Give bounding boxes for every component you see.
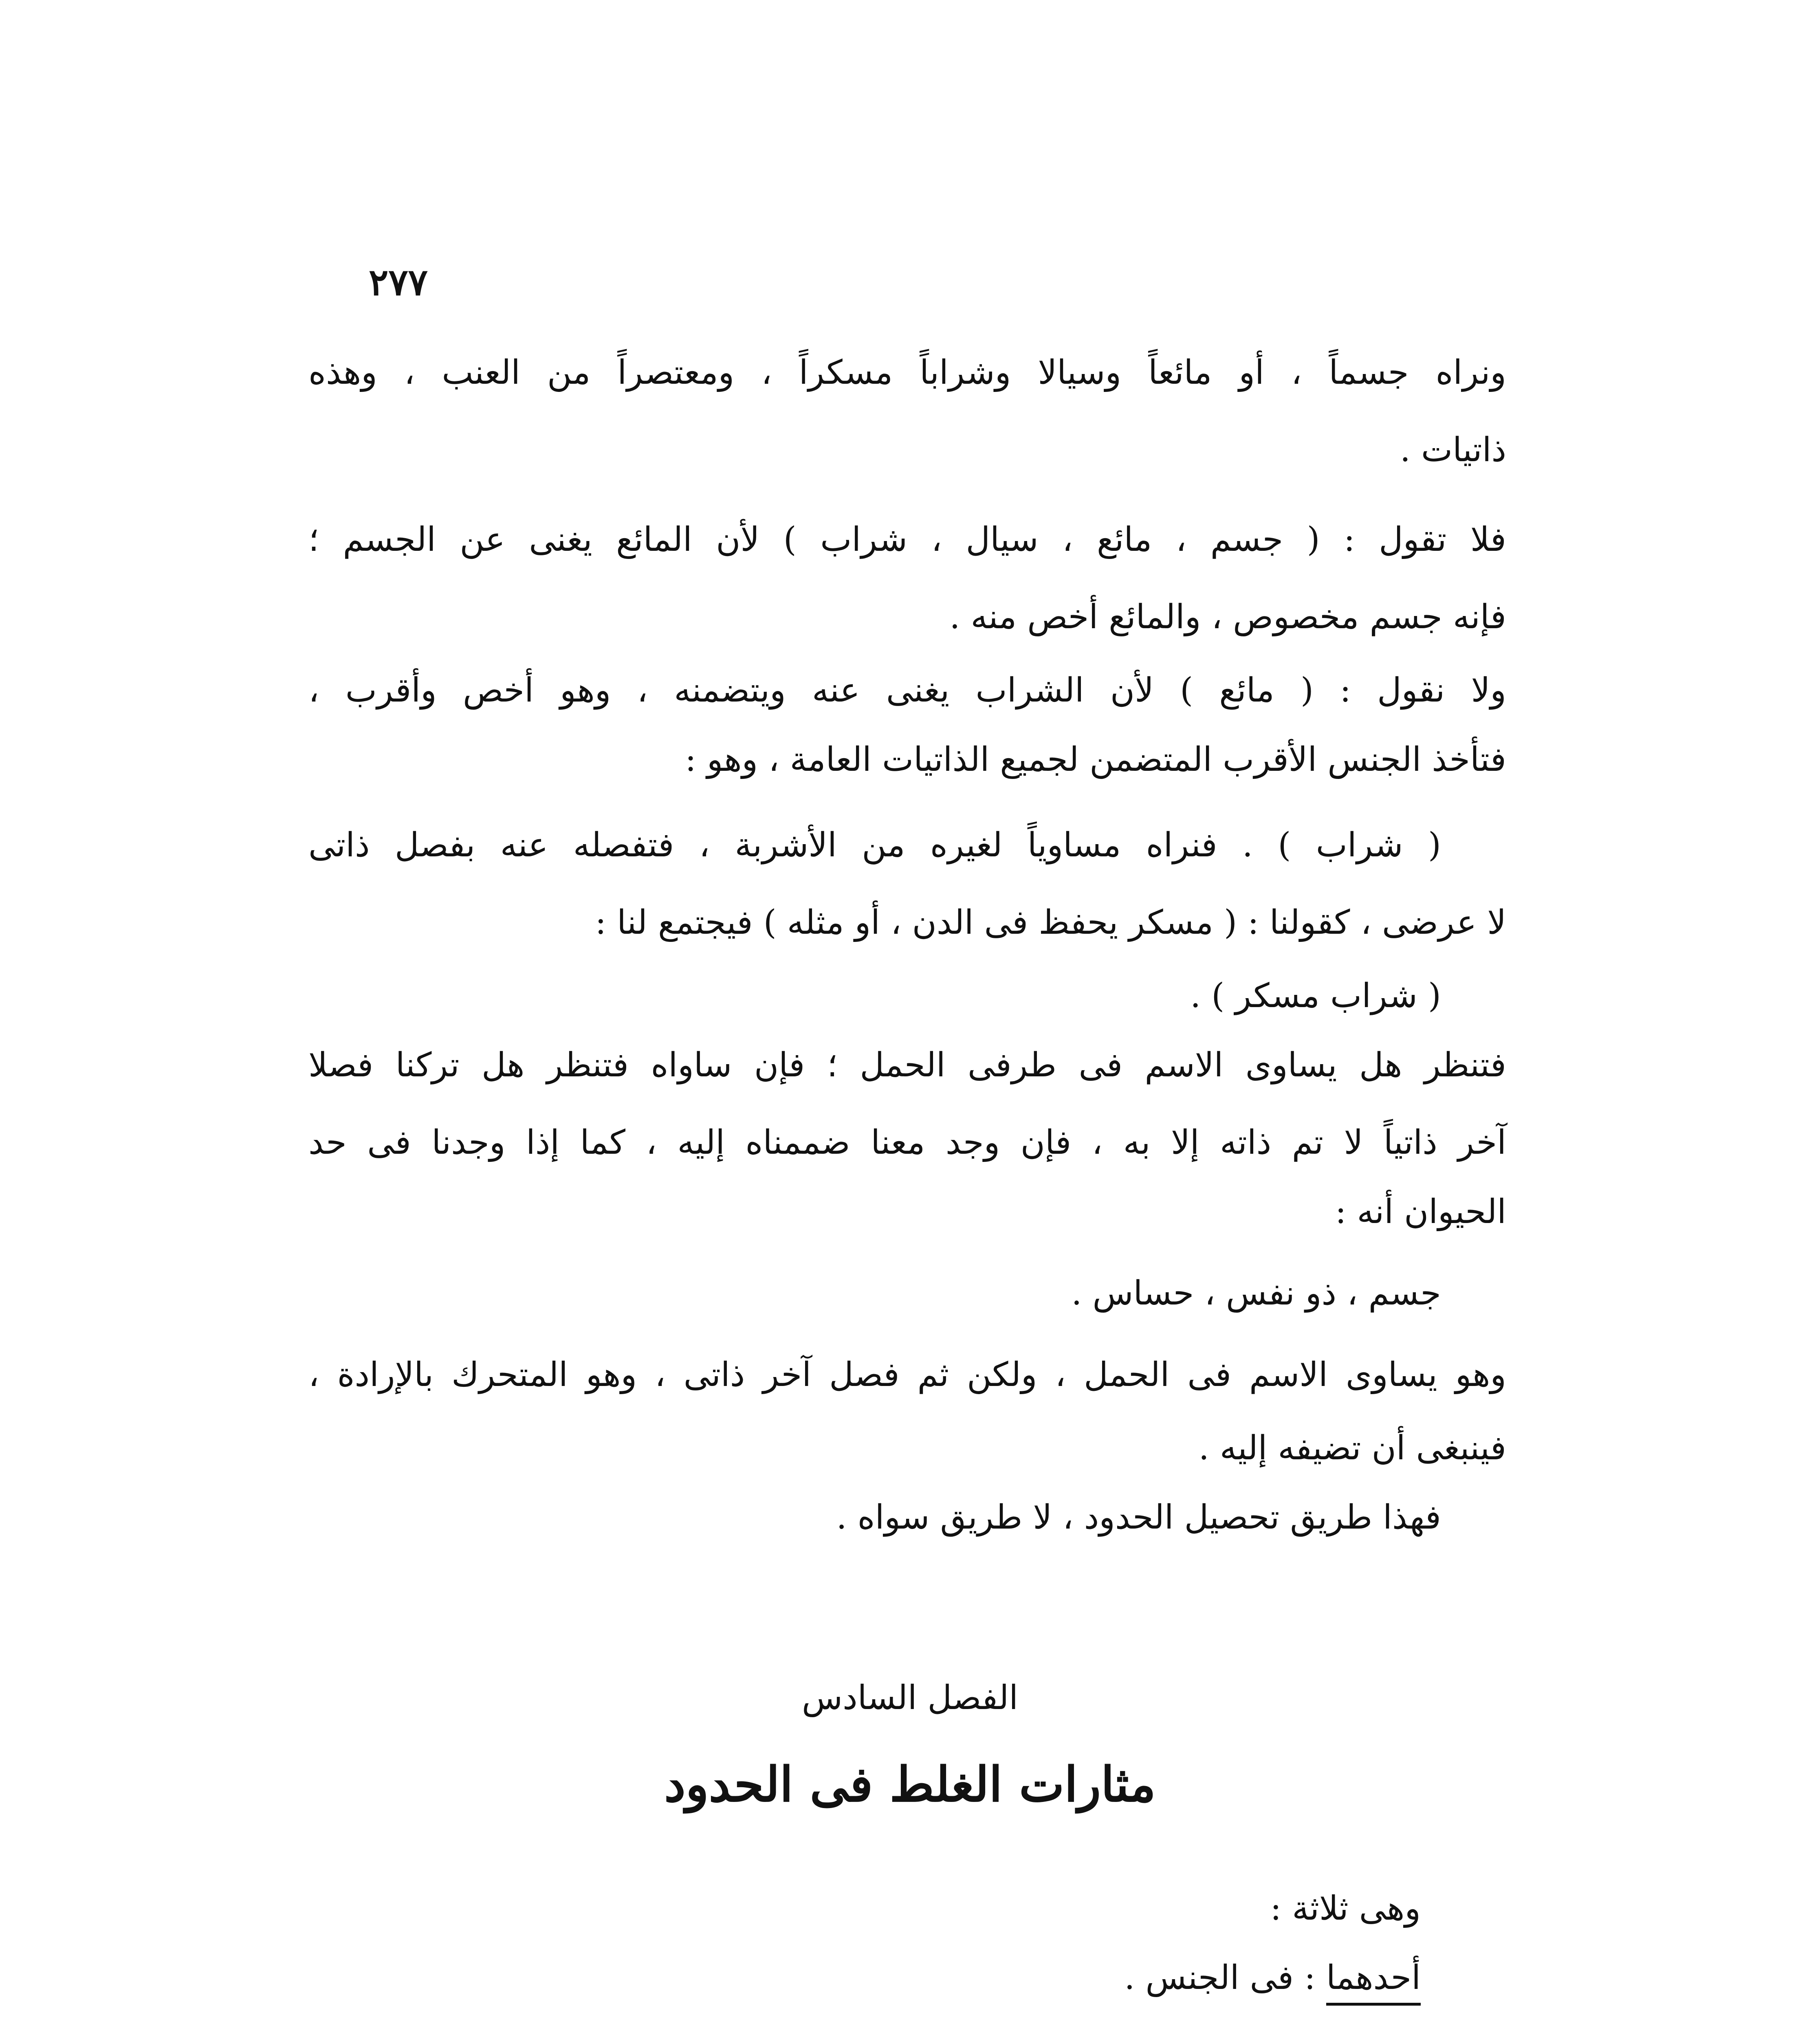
paragraph-line: ولا نقول : ( مائع ) لأن الشراب يغنى عنه ويتضمنه ، وهو أخص وأقرب ، (308, 671, 1506, 710)
paragraph-line: فتأخذ الجنس الأقرب المتضمن لجميع الذاتيات العامة ، وهو : (685, 740, 1506, 779)
paragraph-line: الحيوان أنه : (1335, 1192, 1506, 1231)
paragraph-line: لا عرضى ، كقولنا : ( مسكر يحفظ فى الدن ، أو مثله ) فيجتمع لنا : (595, 903, 1506, 942)
paragraph-line: ذاتيات . (1400, 431, 1506, 469)
paragraph-line: فهذا طريق تحصيل الحدود ، لا طريق سواه . (836, 1498, 1441, 1537)
list-text: : فى الجنس . (1124, 1958, 1326, 1997)
paragraph-line: آخر ذاتياً لا تم ذاته إلا به ، فإن وجد معنا ضممناه إليه ، كما إذا وجدنا فى حد (308, 1123, 1506, 1162)
paragraph-line: فإنه جسم مخصوص ، والمائع أخص منه . (949, 598, 1506, 636)
paragraph-line: فتنظر هل يساوى الاسم فى طرفى الحمل ؛ فإن ساواه فتنظر هل تركنا فصلا (308, 1046, 1506, 1084)
paragraph-line: فلا تقول : ( جسم ، مائع ، سيال ، شراب ) لأن المائع يغنى عن الجسم ؛ (308, 520, 1506, 559)
list-item (1138, 2033, 1421, 2037)
paragraph-line: وهو يساوى الاسم فى الحمل ، ولكن ثم فصل آخر ذاتى ، وهو المتحرك بالإرادة ، (308, 1355, 1507, 1394)
chapter-title: مثارات الغلط فى الحدود (664, 1756, 1156, 1813)
paragraph-line: ( شراب ) . فنراه مساوياً لغيره من الأشربة ، فتفصله عنه بفصل ذاتى (308, 826, 1441, 865)
paragraph-line: ونراه جسماً ، أو مائعاً وسيالا وشراباً مسكراً ، ومعتصراً من العنب ، وهذه (308, 353, 1506, 392)
list-term: أحدهما (1326, 1958, 1421, 2006)
list-intro: وهى ثلاثة : (1270, 1889, 1421, 1928)
paragraph-line: ( شراب مسكر ) . (1190, 977, 1441, 1015)
chapter-label: الفصل السادس (801, 1678, 1019, 1717)
paragraph-line: جسم ، ذو نفس ، حساس . (1071, 1274, 1441, 1313)
list-item (1124, 1947, 1421, 2008)
paragraph-line: فينبغى أن تضيفه إليه . (1198, 1429, 1506, 1467)
page-number: ٢٧٧ (369, 261, 428, 304)
